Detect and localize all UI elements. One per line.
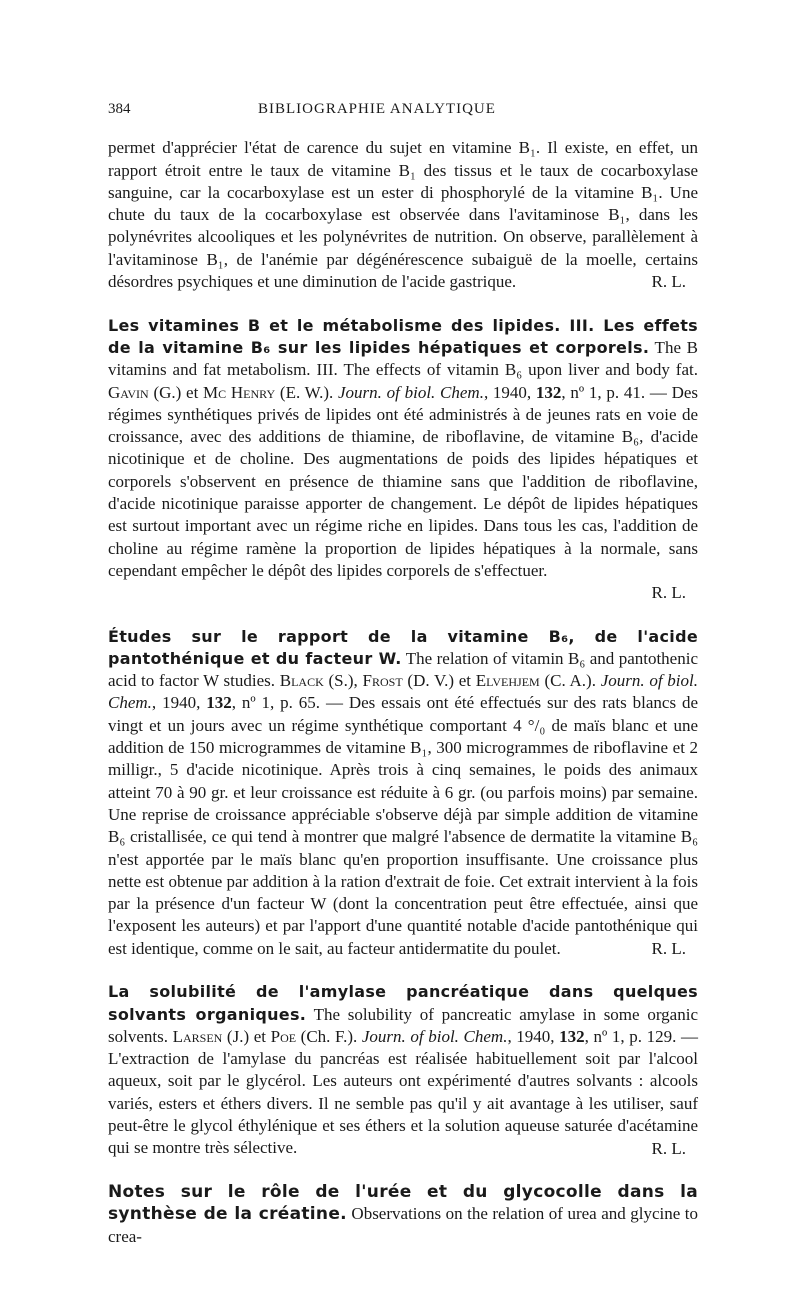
journal-volume: 132 [559, 1026, 585, 1046]
author-name: Elvehjem [475, 671, 540, 691]
abstract-entry [108, 626, 698, 961]
author-initials: (C. A.). [539, 671, 601, 691]
entry-title: Les vitamines B et le métabolisme des lipides. III. Les effets de la vitamine B₆ sur les lipides hépatiques et corporels. [108, 315, 698, 357]
journal-year: , 1940, [151, 693, 207, 713]
author-name: Mc Henry [203, 382, 276, 402]
author-name: Gavin [108, 382, 149, 402]
author-initials: (Ch. F.). [296, 1026, 362, 1046]
entry-title: Études sur le rapport de la vitamine B₆, de l'acide pantothénique et du facteur W. [108, 626, 698, 668]
author-name: Larsen [172, 1026, 223, 1046]
entry-english-title: The B vitamins and fat metabolism. III. The effects of vitamin B₆ upon liver and body fat. [108, 337, 698, 380]
entry-english-title: The solubility of pancreatic amylase in some organic solvents. [108, 1004, 698, 1046]
entry-signature: R. L. [651, 583, 686, 603]
entry-body [108, 315, 698, 583]
entry-english-title: The relation of vitamin B₆ and pantothenic acid to factor W studies. [108, 648, 699, 691]
journal-name: Journ. of biol. Chem. [108, 671, 698, 713]
entry-signature: R. L. [651, 938, 686, 958]
journal-year: , 1940, [483, 382, 536, 402]
entry-english-title: Observations on the relation of urea and glycine to crea- [108, 1204, 699, 1246]
entry-body [108, 626, 698, 960]
abstract-entry [108, 1181, 698, 1248]
journal-volume: 132 [535, 382, 562, 402]
running-title: BIBLIOGRAPHIE ANALYTIQUE [258, 101, 496, 117]
abstract-entry [108, 981, 698, 1160]
entry-abstract: Des régimes synthétiques privés de lipides ont été administrés à de jeunes rats en voie de croissance, avec des additions de thiamine, de riboflavine, de vitamine B₆, d'acide nicotinique et de choline. Des augmentations de poids des lipides hépatiques et corporels s'observent en présence de thiamine sans que l'addition de riboflavine, d'acide nicotinique paraisse apporter de changement. Le dépôt de lipides hépatiques est surtout important avec un régime riche en lipides. Dans tous les cas, l'addition de choline au régime ramène la proportion de lipides hépatiques à la normale, sans cependant empêcher le dépôt des lipides corporels de s'effectuer. [108, 382, 699, 580]
entry-signature: R. L. [651, 1138, 686, 1158]
entry-abstract: L'extraction de l'amylase du pancréas est réalisée habituellement soit par l'alcool aqueux, soit par le glycérol. Les auteurs ont expérimenté d'autres solvants : alcools variés, esters et éthers divers. Il ne semble pas qu'il y ait avantage à les utiliser, sauf peut-être le glycol éthylénique et ses éthers et la solution aqueuse saturée d'acétamine qui se montre très sélective. [108, 1049, 698, 1158]
entry-title: La solubilité de l'amylase pancréatique dans quelques solvants organiques. [108, 982, 698, 1024]
author-initials: (G.) et [148, 382, 204, 402]
page-number: 384 [108, 101, 131, 117]
journal-year: , 1940, [507, 1026, 560, 1046]
abstract-entry [108, 315, 698, 605]
page-header [108, 98, 698, 120]
journal-name: Journ. of biol. Chem. [361, 1026, 508, 1046]
author-initials: (S.), [323, 671, 363, 691]
author-initials: (D. V.) et [402, 671, 476, 691]
entry-body [108, 981, 698, 1159]
journal-issue-page: , nº 1, p. 129. — [584, 1026, 698, 1046]
continuation-paragraph: permet d'apprécier l'état de carence du sujet en vitamine B₁. Il existe, en effet, un rapport étroit entre le taux de vitamine B₁ des tissus et le taux de cocarboxylase sanguine, car la cocarboxylase est un ester di phosphorylé de la vitamine B₁. Une chute du taux de la cocarboxylase est observée dans l'avitaminose B₁, dans les polynévrites alcooliques et les polynévrites de nutrition. On observe, parallèlement à l'avitaminose B₁, de l'anémie par dégénérescence subaiguë de la moelle, certains désordres psychiques et une diminution de l'acide gastrique. [108, 138, 698, 292]
journal-volume: 132 [206, 693, 232, 713]
author-initials: (E. W.). [275, 382, 339, 402]
journal-issue-page: , nº 1, p. 65. — [231, 693, 349, 713]
entry-title: Notes sur le rôle de l'urée et du glycocolle dans la synthèse de la créatine. [108, 1181, 698, 1225]
entry-abstract: Des essais ont été effectués sur des rats blancs de vingt et un jours avec un régime synthétique comportant 4 °/₀ de maïs blanc et une addition de 150 microgrammes de vitamine B₁, 300 microgrammes de riboflavine et 2 milligr., 5 d'acide nicotinique. Après trois à cinq semaines, le poids des animaux atteint 70 à 90 gr. et leur croissance est réduite à 6 gr. (ou parfois moins) par semaine. Une reprise de croissance appréciable s'observe déjà par simple addition de vitamine B₆ cristallisée, ce qui tend à montrer que malgré l'absence de dermatite la vitamine B₆ n'est apportée par le maïs blanc qu'en proportion insuffisante. Une croissance plus nette est obtenue par addition à la ration d'extrait de foie. Cet extrait intervient à la fois par la présence d'un facteur W (dont la concentration peut être effectuée, ainsi que l'exposent les auteurs) et par l'apport d'une quantité notable d'acide pantothénique qui est identique, comme on le sait, au facteur antidermatite du poulet. [108, 693, 698, 958]
continuation-signature: R. L. [651, 272, 686, 292]
entry-body [108, 1181, 698, 1248]
page [108, 98, 698, 1248]
author-name: Poe [270, 1026, 297, 1046]
author-name: Frost [362, 671, 403, 691]
journal-issue-page: , nº 1, p. 41. — [561, 382, 672, 402]
journal-name: Journ. of biol. Chem. [338, 382, 484, 402]
author-name: Black [279, 671, 324, 691]
author-initials: (J.) et [222, 1026, 271, 1046]
